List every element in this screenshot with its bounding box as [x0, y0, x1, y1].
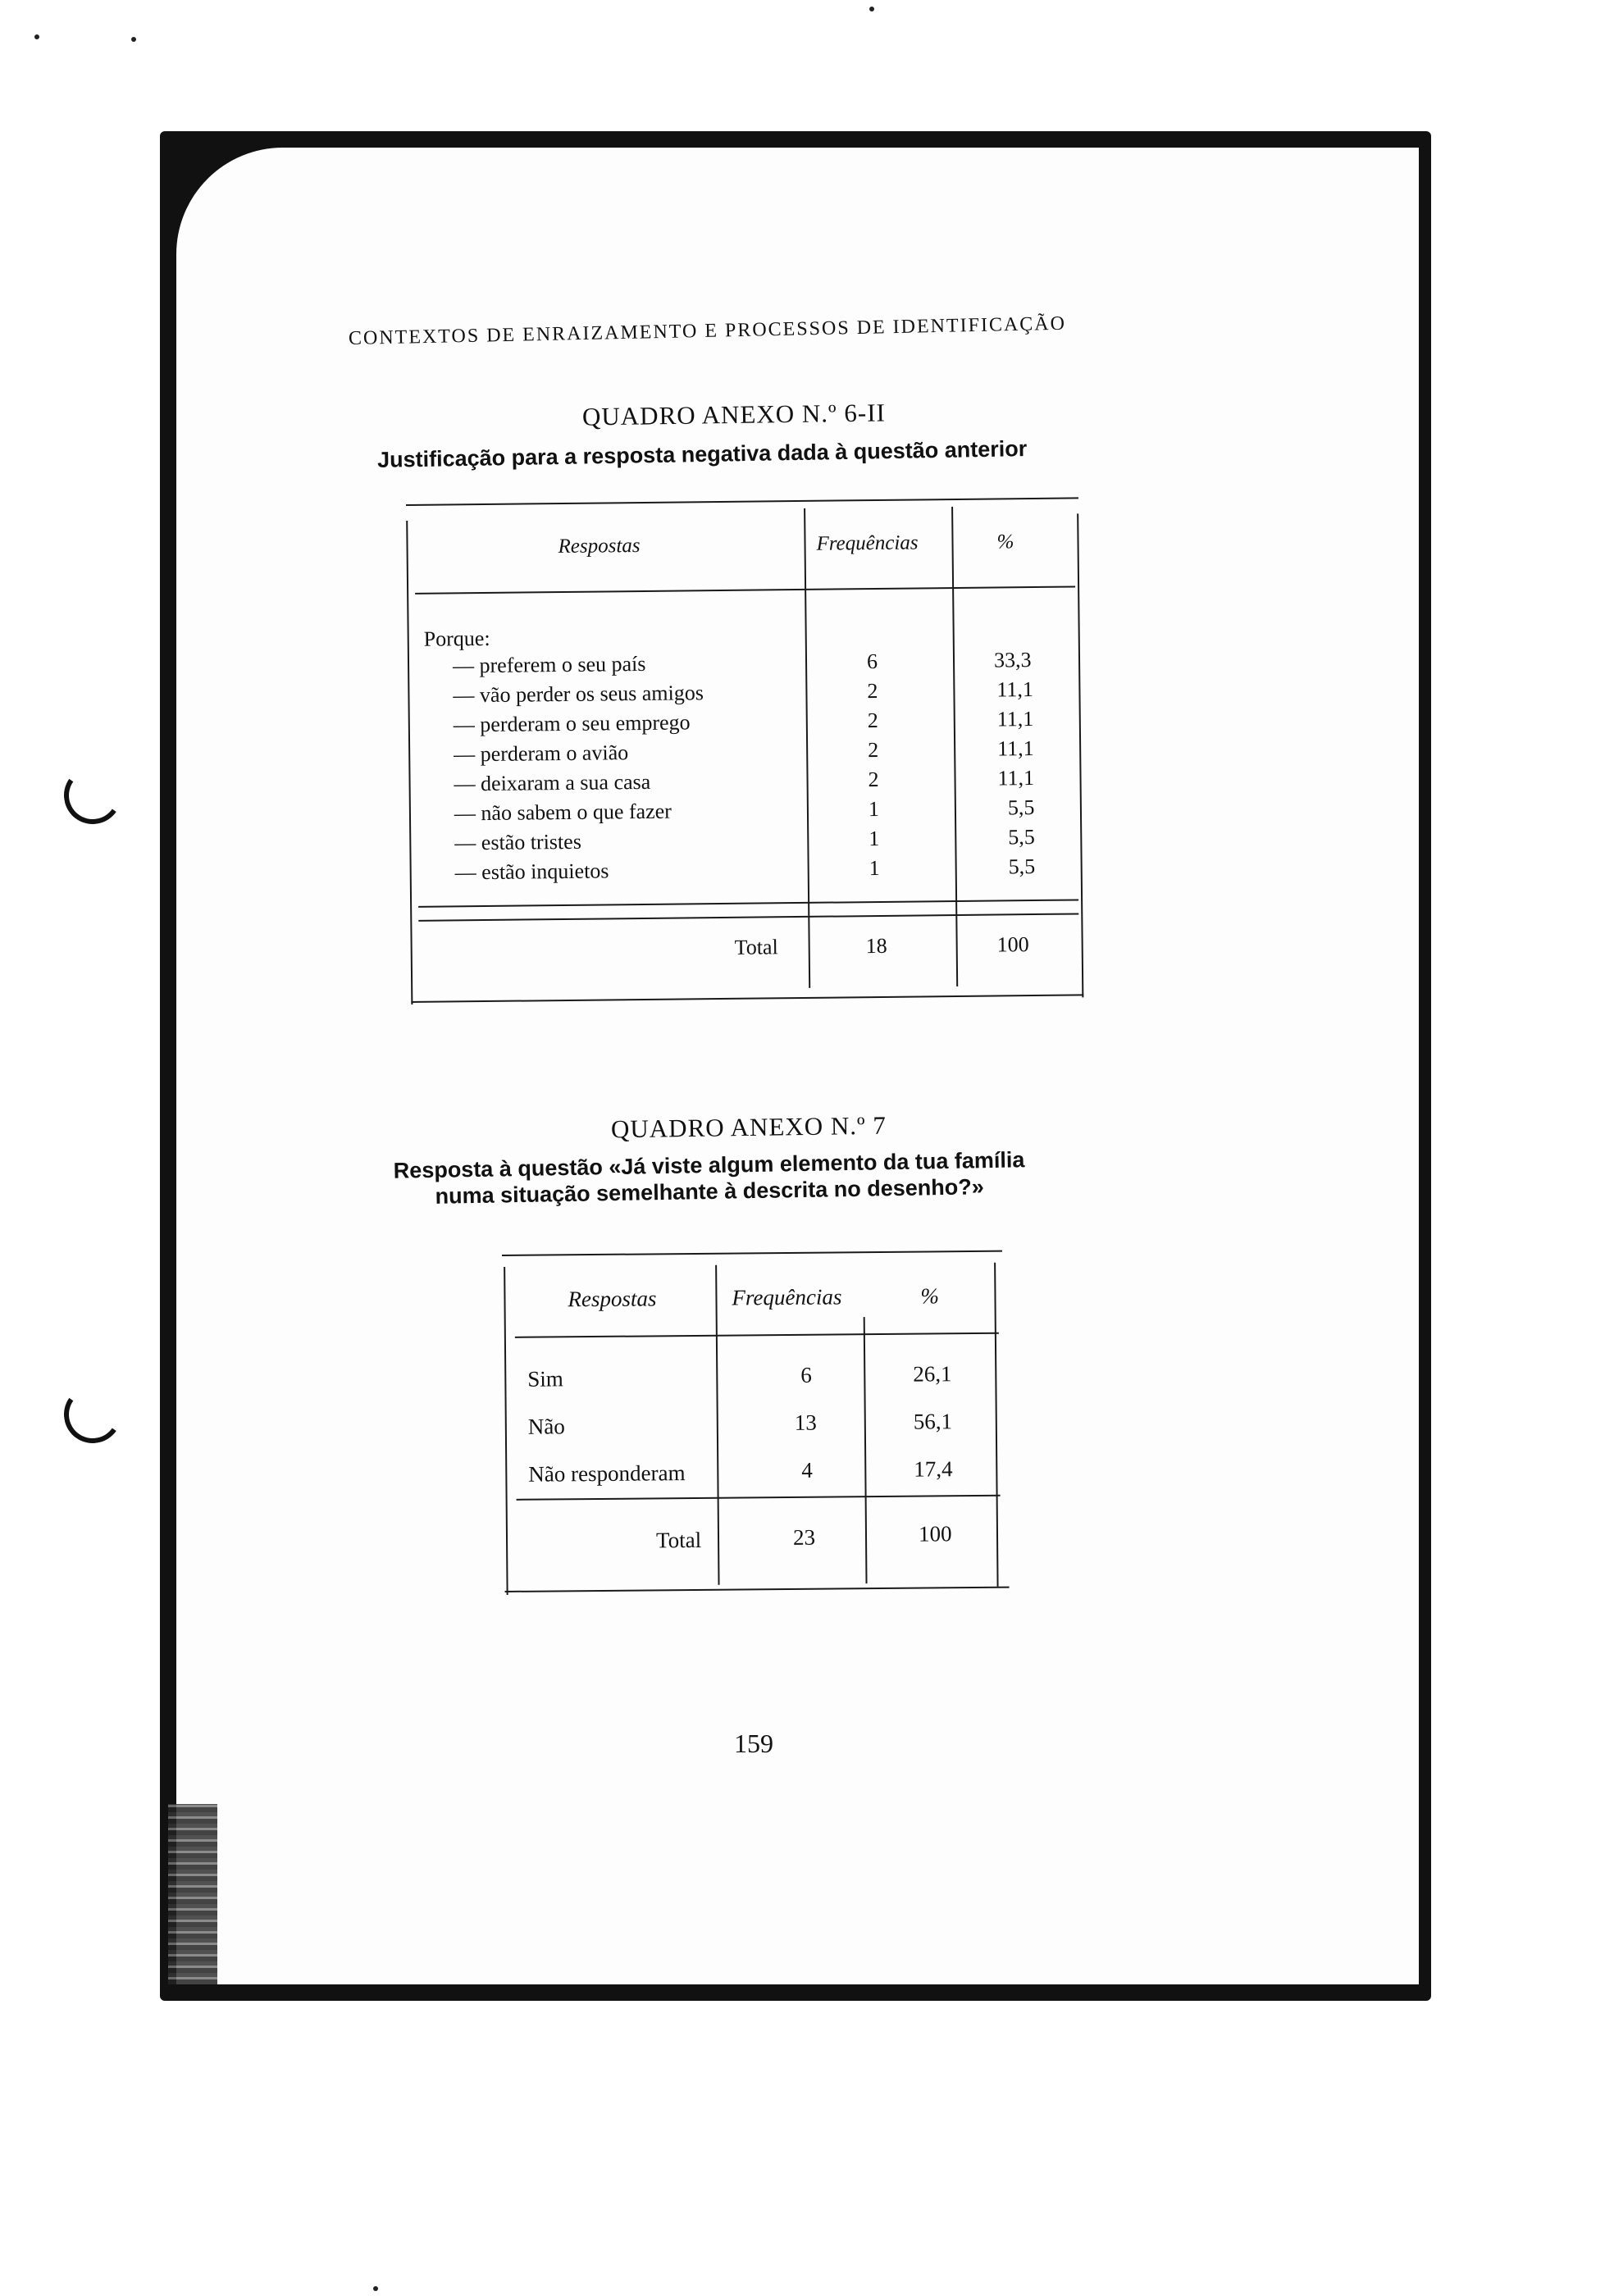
group-label: Porque:	[423, 626, 490, 651]
table-row-pct: 5,5	[1008, 824, 1035, 850]
table-row-pct: 11,1	[996, 707, 1034, 731]
page-number: 159	[734, 1729, 773, 1758]
table-rule	[515, 1332, 999, 1338]
total-label: Total	[734, 935, 778, 959]
table-row-pct: 11,1	[996, 677, 1034, 702]
table-row-label: — vão perder os seus amigos	[453, 681, 704, 708]
table-row-freq: 2	[868, 767, 879, 792]
table-row-label: — perderam o avião	[454, 740, 629, 767]
table-row-freq: 1	[869, 826, 880, 851]
table-rule	[715, 1265, 719, 1585]
table-6-ii-subtitle: Justificação para a resposta negativa dada à questão anterior	[376, 436, 1028, 472]
header-percent: %	[996, 531, 1014, 554]
scan-speck	[34, 34, 39, 39]
total-freq: 18	[865, 933, 887, 959]
header-respostas: Respostas	[558, 535, 641, 558]
table-row-label: — não sabem o que fazer	[454, 799, 672, 826]
total-freq: 23	[792, 1524, 816, 1550]
total-pct: 100	[996, 932, 1029, 957]
table-row-label: Sim	[527, 1366, 563, 1392]
table-row-freq: 1	[868, 796, 880, 822]
table-row-pct: 56,1	[913, 1409, 953, 1434]
table-6-ii-title: QUADRO ANEXO N.º 6-II	[581, 398, 887, 431]
table-row-freq: 2	[867, 708, 878, 733]
table-row-freq: 1	[869, 855, 880, 881]
table-row-freq: 13	[794, 1410, 817, 1435]
header-respostas: Respostas	[568, 1286, 657, 1312]
table-row-label: Não	[527, 1414, 565, 1439]
table-row-pct: 17,4	[914, 1456, 953, 1482]
table-7	[502, 1250, 1010, 1599]
table-rule	[415, 585, 1075, 594]
table-rule	[994, 1263, 998, 1587]
table-row-label: — estão tristes	[454, 829, 582, 855]
table-6-ii	[406, 497, 1083, 1004]
table-row-freq: 4	[801, 1457, 813, 1483]
table-row-label: Não responderam	[528, 1460, 686, 1487]
table-row-label: — deixaram a sua casa	[454, 769, 651, 796]
total-pct: 100	[918, 1521, 952, 1547]
scan-speck	[869, 7, 874, 11]
table-row-freq: 2	[868, 737, 879, 763]
table-7-subtitle-line-2: numa situação semelhante à descrita no desenho?»	[435, 1174, 984, 1210]
scan-edge-artifact	[168, 1804, 217, 1984]
table-row-freq: 6	[800, 1362, 812, 1387]
table-rule	[864, 1317, 868, 1583]
table-row-pct: 26,1	[913, 1361, 952, 1387]
table-7-title: QUADRO ANEXO N.º 7	[610, 1110, 887, 1144]
table-row-pct: 5,5	[1008, 854, 1036, 879]
scan-speck	[131, 37, 136, 42]
table-row-pct: 5,5	[1007, 795, 1035, 820]
table-row-label: — preferem o seu país	[452, 651, 646, 678]
header-percent: %	[920, 1283, 940, 1309]
table-rule	[504, 1267, 508, 1595]
table-row-pct: 11,1	[997, 736, 1034, 761]
running-header: CONTEXTOS DE ENRAIZAMENTO E PROCESSOS DE IDENTIFICAÇÃO	[348, 312, 1067, 349]
table-row-pct: 11,1	[997, 765, 1035, 790]
scan-speck	[373, 2286, 378, 2291]
table-row-label: — perderam o seu emprego	[453, 710, 691, 737]
table-rule	[418, 899, 1078, 907]
table-7-subtitle-line-1: Resposta à questão «Já viste algum elemento da tua família	[393, 1147, 1025, 1183]
header-frequencias: Frequências	[816, 531, 919, 555]
binder-ring-mark	[59, 1381, 125, 1447]
table-rule	[505, 1587, 1010, 1592]
table-row-label: — estão inquietos	[454, 859, 609, 885]
table-row-freq: 6	[866, 649, 878, 674]
table-row-freq: 2	[867, 678, 878, 704]
binder-ring-mark	[59, 762, 125, 828]
table-row-pct: 33,3	[993, 648, 1032, 672]
table-rule	[517, 1495, 1001, 1501]
total-label: Total	[655, 1527, 702, 1553]
table-7-subtitle	[393, 1146, 1025, 1210]
header-frequencias: Frequências	[732, 1284, 842, 1310]
table-rule	[418, 913, 1078, 921]
